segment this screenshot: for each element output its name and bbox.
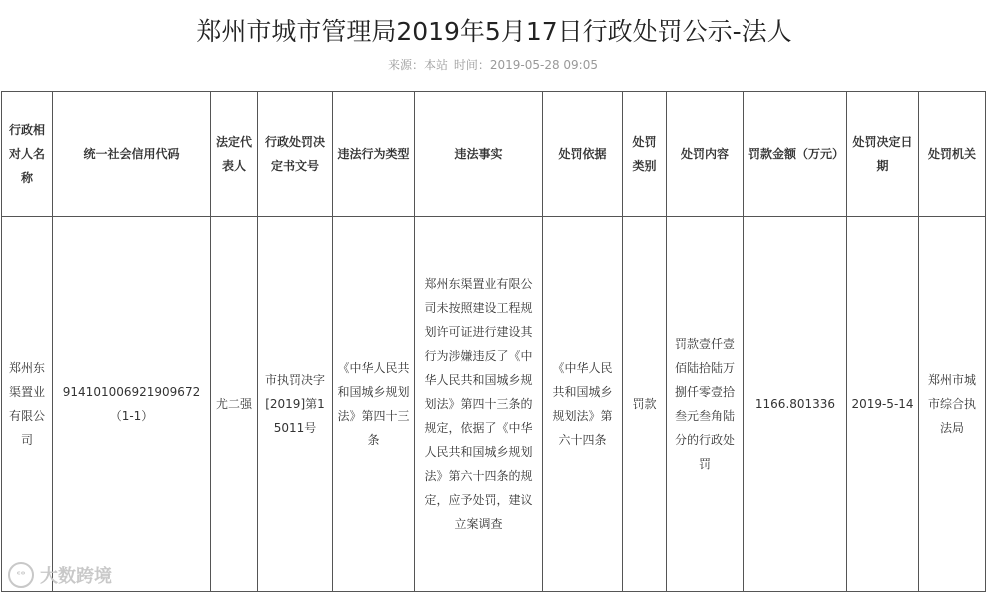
article-meta — [0, 56, 988, 73]
header-violation-facts: 违法事实 — [415, 92, 543, 217]
source-label: 来源：本站 — [388, 58, 449, 72]
publish-time: 时间：2019-05-28 09:05 — [453, 58, 598, 72]
cell-decision-date: 2019-5-14 — [847, 217, 919, 592]
cell-penalty-basis: 《中华人民共和国城乡规划法》第六十四条 — [543, 217, 623, 592]
header-row — [2, 92, 986, 217]
header-fine-amount: 罚款金额（万元） — [744, 92, 847, 217]
header-party-name: 行政相对人名称 — [2, 92, 53, 217]
cell-penalty-category: 罚款 — [623, 217, 667, 592]
cell-penalty-authority: 郑州市城市综合执法局 — [919, 217, 986, 592]
cell-party-name: 郑州东渠置业有限公司 — [2, 217, 53, 592]
header-penalty-category: 处罚类别 — [623, 92, 667, 217]
penalty-table — [1, 91, 986, 592]
cell-violation-facts: 郑州东渠置业有限公司未按照建设工程规划许可证进行建设其行为涉嫌违反了《中华人民共和国城乡规划法》第四十三条的规定，依据了《中华人民共和国城乡规划法》第六十四条的规定，应予处罚，建议立案调查 — [415, 217, 543, 592]
header-decision-number: 行政处罚决定书文号 — [258, 92, 333, 217]
header-violation-type: 违法行为类型 — [333, 92, 415, 217]
cell-decision-number: 市执罚决字[2019]第15011号 — [258, 217, 333, 592]
cell-penalty-content: 罚款壹仟壹佰陆拾陆万捌仟零壹拾叁元叁角陆分的行政处罚 — [667, 217, 744, 592]
header-decision-date: 处罚决定日期 — [847, 92, 919, 217]
header-credit-code: 统一社会信用代码 — [53, 92, 211, 217]
header-penalty-content: 处罚内容 — [667, 92, 744, 217]
header-penalty-basis: 处罚依据 — [543, 92, 623, 217]
page-title: 郑州市城市管理局2019年5月17日行政处罚公示-法人 — [196, 17, 792, 46]
watermark — [8, 562, 112, 588]
header-penalty-authority: 处罚机关 — [919, 92, 986, 217]
header-legal-rep: 法定代表人 — [211, 92, 258, 217]
watermark-text: 大数跨境 — [40, 566, 112, 587]
cell-credit-code: 914101006921909672（1-1） — [53, 217, 211, 592]
cell-violation-type: 《中华人民共和国城乡规划法》第四十三条 — [333, 217, 415, 592]
cell-fine-amount: 1166.801336 — [744, 217, 847, 592]
watermark-logo-icon: ᶜᵒ — [8, 562, 34, 588]
table-row — [2, 217, 986, 592]
cell-legal-rep: 尤二强 — [211, 217, 258, 592]
